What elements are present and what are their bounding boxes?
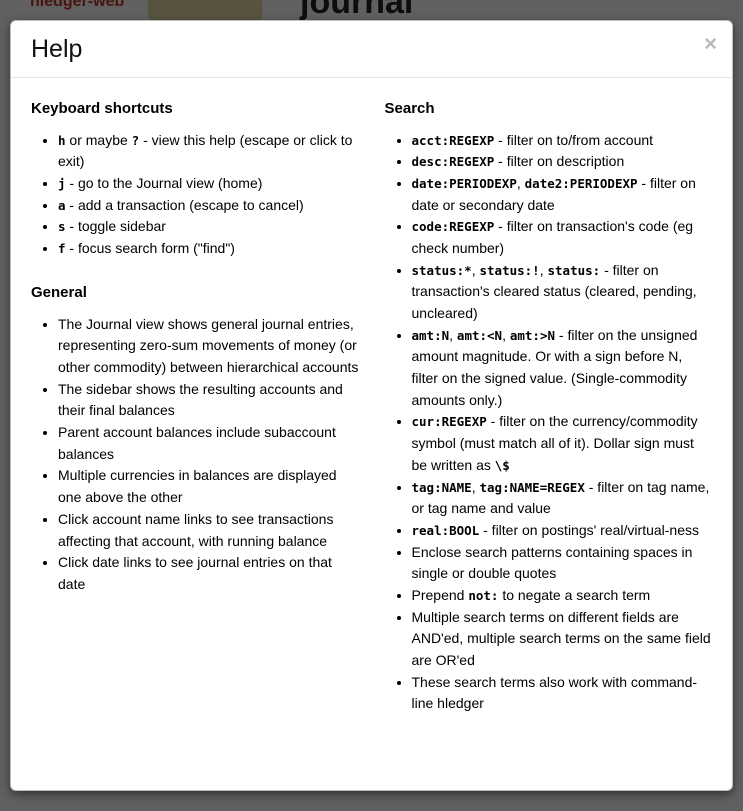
help-list-item: • cur:REGEXP - filter on the currency/commodity symbol (must match all of it). Dollar sign must be written as \$ [412, 411, 713, 476]
code-span: desc:REGEXP [411, 154, 495, 170]
modal-body [11, 78, 732, 791]
help-list [31, 314, 359, 596]
code-span: f [58, 240, 66, 256]
code-span: date2:PERIODEXP [524, 175, 638, 191]
code-span: cur:REGEXP [411, 414, 487, 430]
code-span: amt:<N [456, 327, 503, 343]
section-heading: Search [384, 99, 435, 117]
code-span: \$ [494, 457, 510, 473]
code-span: amt:>N [509, 327, 556, 343]
help-list-item: • tag:NAME, tag:NAME=REGEX - filter on tag name, or tag name and value [412, 477, 713, 520]
help-list-item: • The sidebar shows the resulting accounts and their final balances [58, 379, 359, 422]
help-list-item: • h or maybe ? - view this help (escape or click to exit) [58, 130, 359, 173]
help-list-item: • Prepend not: to negate a search term [412, 585, 713, 607]
help-list-item: • s - toggle sidebar [58, 216, 359, 238]
help-list-item: • Enclose search patterns containing spaces in single or double quotes [412, 542, 713, 585]
help-list-item: • Multiple currencies in balances are displayed one above the other [58, 465, 359, 508]
modal-header [11, 21, 732, 78]
help-list-item: • f - focus search form ("find") [58, 238, 359, 260]
code-span: tag:NAME [411, 479, 472, 495]
help-list-item: • real:BOOL - filter on postings' real/virtual-ness [412, 520, 713, 542]
help-list-item: • Multiple search terms on different fields are AND'ed, multiple search terms on the same field are OR'ed [412, 607, 713, 672]
help-modal [10, 20, 733, 791]
help-column-right [385, 94, 713, 771]
code-span: status:! [479, 262, 540, 278]
code-span: s [58, 219, 66, 235]
code-span: real:BOOL [411, 522, 480, 538]
code-span: tag:NAME=REGEX [479, 479, 585, 495]
code-span: a [58, 197, 66, 213]
help-list-item: • desc:REGEXP - filter on description [412, 151, 713, 173]
help-list-item: • status:*, status:!, status: - filter on transaction's cleared status (cleared, pending, uncleared) [412, 260, 713, 325]
help-list [385, 130, 713, 716]
help-list-item: • Parent account balances include subaccount balances [58, 422, 359, 465]
help-list-item: • amt:N, amt:<N, amt:>N - filter on the unsigned amount magnitude. Or with a sign before N, filter on the signed value. (Single-commodity amounts only.) [412, 325, 713, 412]
help-list-item: • code:REGEXP - filter on transaction's code (eg check number) [412, 216, 713, 259]
code-span: acct:REGEXP [411, 132, 495, 148]
code-span: date:PERIODEXP [411, 175, 517, 191]
help-list-item: • The Journal view shows general journal entries, representing zero-sum movements of money (or other commodity) between hierarchical accounts [58, 314, 359, 379]
code-span: j [58, 175, 66, 191]
modal-title: Help [31, 35, 83, 63]
help-column-left [31, 94, 359, 771]
help-list-item: • date:PERIODEXP, date2:PERIODEXP - filter on date or secondary date [412, 173, 713, 216]
help-list-item: • Click account name links to see transactions affecting that account, with running balance [58, 509, 359, 552]
help-list-item: • j - go to the Journal view (home) [58, 173, 359, 195]
code-span: code:REGEXP [411, 219, 495, 235]
help-list-item: • acct:REGEXP - filter on to/from account [412, 130, 713, 152]
close-icon[interactable]: × [704, 31, 717, 56]
help-list [31, 130, 359, 260]
help-list-item: • Click date links to see journal entries on that date [58, 552, 359, 595]
code-span: status: [547, 262, 601, 278]
help-list-item: • a - add a transaction (escape to cancel) [58, 195, 359, 217]
code-span: not: [468, 587, 499, 603]
help-list-item: • These search terms also work with command-line hledger [412, 672, 713, 715]
code-span: h [58, 132, 66, 148]
code-span: status:* [411, 262, 472, 278]
code-span: ? [131, 132, 140, 148]
code-span: amt:N [411, 327, 450, 343]
section-heading: General [31, 283, 87, 301]
section-heading: Keyboard shortcuts [31, 99, 173, 117]
